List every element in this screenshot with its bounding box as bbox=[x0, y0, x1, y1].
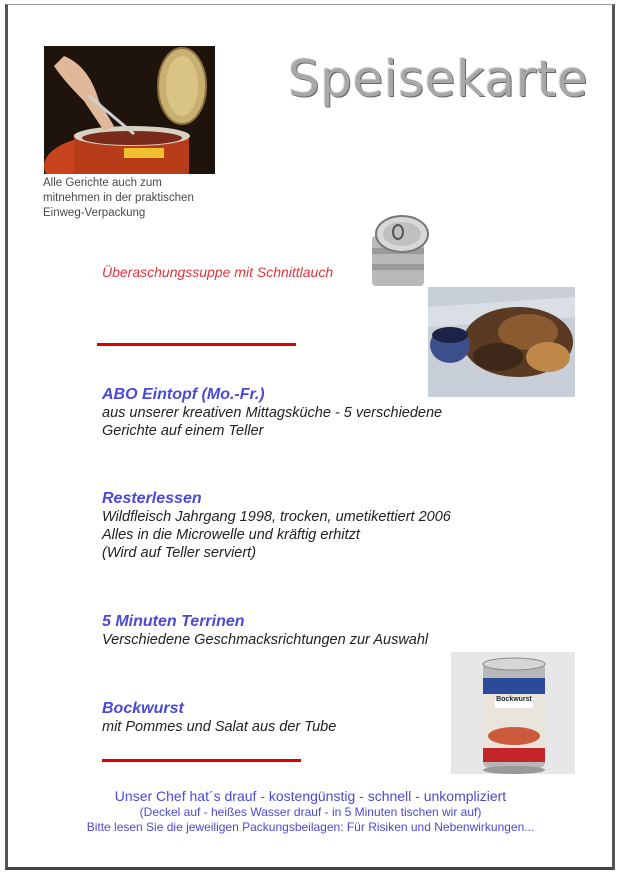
open-can-image bbox=[366, 208, 432, 290]
item-desc: (Wird auf Teller serviert) bbox=[102, 545, 257, 561]
item-desc: Gerichte auf einem Teller bbox=[102, 423, 264, 439]
item-name: Bockwurst bbox=[102, 700, 184, 717]
menu-item-terrinen bbox=[102, 613, 428, 649]
item-desc: Verschiedene Geschmacksrichtungen zur Auswahl bbox=[102, 632, 429, 648]
divider-red-1 bbox=[97, 343, 296, 346]
can-opening-photo bbox=[44, 46, 215, 174]
bockwurst-can-photo bbox=[451, 652, 575, 774]
takeaway-caption bbox=[43, 176, 223, 221]
menu-item-resterlessen bbox=[102, 490, 451, 562]
footer-disclaimer: Bitte lesen Sie die jeweiligen Packungsbeilagen: Für Risiken und Nebenwirkungen... bbox=[86, 820, 535, 834]
item-desc: mit Pommes und Salat aus der Tube bbox=[102, 719, 337, 735]
can-label-text: Bockwurst bbox=[496, 696, 532, 703]
caption-line: Einweg-Verpackung bbox=[43, 207, 146, 219]
caption-line: mitnehmen in der praktischen bbox=[43, 192, 194, 204]
item-desc: Wildfleisch Jahrgang 1998, trocken, umetikettiert 2006 bbox=[102, 509, 451, 525]
footer-chef-line: Unser Chef hat´s drauf - kostengünstig - schnell - unkompliziert bbox=[114, 788, 507, 804]
caption-line: Alle Gerichte auch zum bbox=[43, 177, 162, 189]
item-desc: aus unserer kreativen Mittagsküche - 5 verschiedene bbox=[102, 405, 443, 421]
leftovers-photo bbox=[428, 287, 575, 397]
item-name: Resterlessen bbox=[102, 490, 202, 507]
menu-item-bockwurst bbox=[102, 700, 336, 736]
menu-item-abo-eintopf bbox=[102, 386, 442, 440]
footer-instructions: (Deckel auf - heißes Wasser drauf - in 5 Minuten tischen wir auf) bbox=[139, 805, 482, 819]
page-title: Speisekarte bbox=[288, 50, 589, 108]
divider-red-2 bbox=[102, 759, 301, 762]
item-name: 5 Minuten Terrinen bbox=[102, 613, 245, 630]
surprise-soup-item: Überaschungssuppe mit Schnittlauch bbox=[102, 264, 334, 280]
item-name: ABO Eintopf (Mo.-Fr.) bbox=[102, 386, 265, 403]
item-desc: Alles in die Microwelle und kräftig erhitzt bbox=[102, 527, 360, 543]
